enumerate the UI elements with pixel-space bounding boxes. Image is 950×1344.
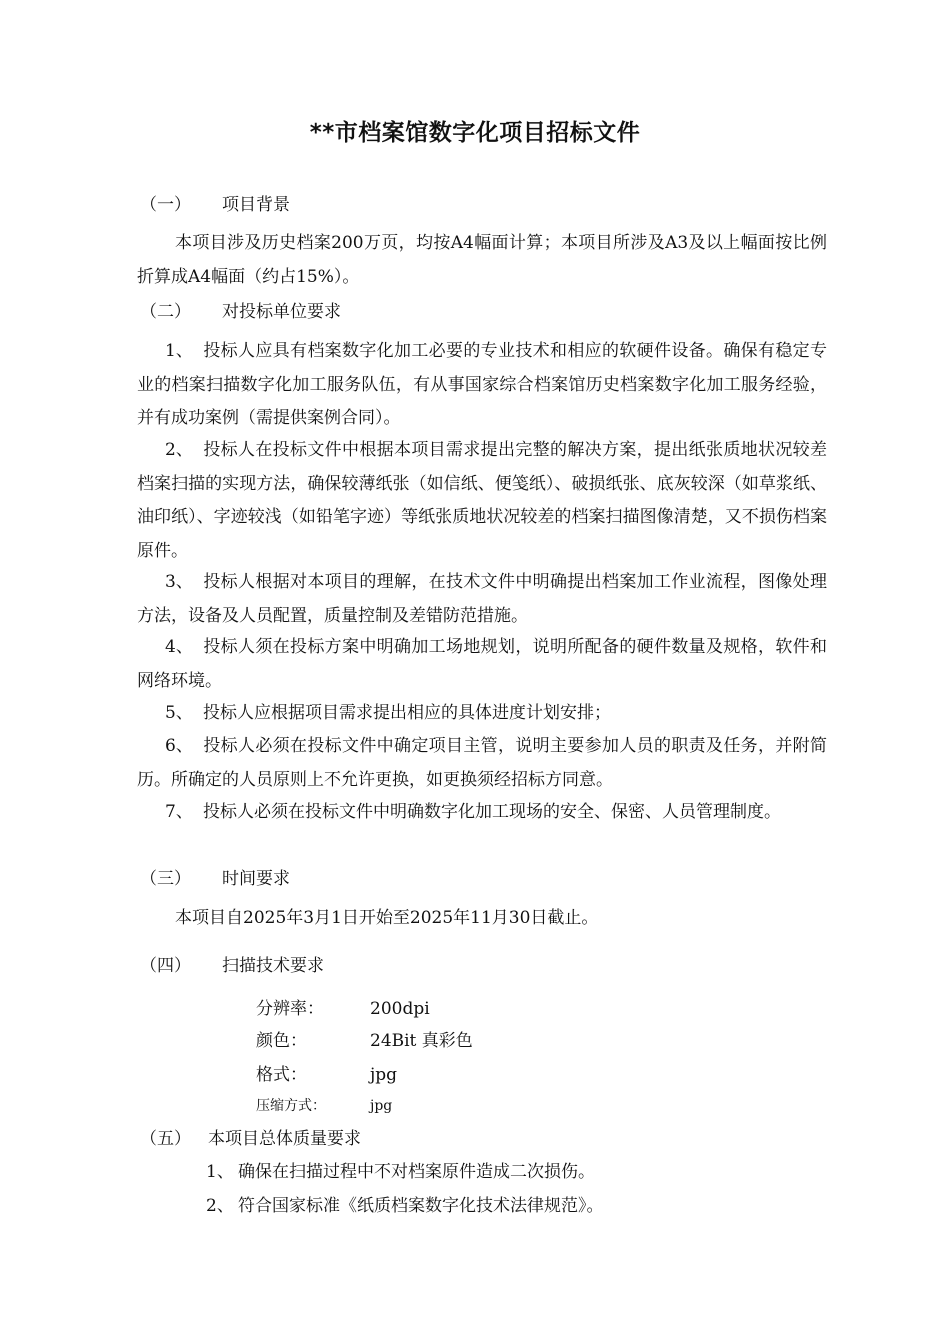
background-paragraph: 本项目涉及历史档案200万页，均按A4幅面计算；本项目所涉及A3及以上幅面按比例折算成A4幅面（约占15%）。 bbox=[137, 233, 827, 287]
item-text: 投标人必须在投标文件中确定项目主管，说明主要参加人员的职责及任务，并附简历。所确定的人员原则上不允许更换，如更换须经招标方同意。 bbox=[137, 736, 827, 790]
spec-row-compression bbox=[256, 1095, 392, 1115]
requirement-item-2 bbox=[137, 434, 827, 568]
spec-key: 压缩方式： bbox=[256, 1098, 326, 1114]
spec-value: jpg bbox=[370, 1065, 398, 1085]
item-text: 投标人应根据项目需求提出相应的具体进度计划安排； bbox=[203, 703, 611, 723]
spec-value: 200dpi bbox=[370, 999, 430, 1019]
section-heading-4 bbox=[140, 951, 324, 976]
item-text: 投标人应具有档案数字化加工必要的专业技术和相应的软硬件设备。确保有稳定专业的档案扫描数字化加工服务队伍，有从事国家综合档案馆历史档案数字化加工服务经验，并有成功案例（需提供案例合同）。 bbox=[137, 341, 827, 428]
item-number: 6、 bbox=[165, 736, 193, 756]
section-number: （四） bbox=[140, 956, 191, 976]
document-title: **市档案馆数字化项目招标文件 bbox=[309, 120, 641, 146]
section-heading-5 bbox=[140, 1124, 361, 1149]
section-title: 扫描技术要求 bbox=[222, 956, 324, 976]
item-number: 7、 bbox=[165, 802, 193, 822]
spec-row-format bbox=[256, 1060, 397, 1085]
section-title: 本项目总体质量要求 bbox=[208, 1129, 361, 1149]
section-title: 时间要求 bbox=[222, 869, 290, 889]
spec-value: jpg bbox=[370, 1098, 393, 1114]
item-number: 1、 bbox=[206, 1162, 234, 1182]
requirement-item-1 bbox=[137, 335, 827, 436]
requirement-item-4 bbox=[137, 631, 827, 698]
item-text: 投标人必须在投标文件中明确数字化加工现场的安全、保密、人员管理制度。 bbox=[203, 802, 781, 822]
requirement-item-3 bbox=[137, 566, 827, 633]
requirement-item-7 bbox=[137, 796, 827, 830]
item-text: 投标人须在投标方案中明确加工场地规划，说明所配备的硬件数量及规格，软件和网络环境。 bbox=[137, 637, 827, 691]
spec-key: 颜色： bbox=[256, 1031, 307, 1051]
time-paragraph: 本项目自2025年3月1日开始至2025年11月30日截止。 bbox=[175, 908, 599, 928]
item-number: 2、 bbox=[165, 440, 193, 460]
item-number: 3、 bbox=[165, 572, 193, 592]
item-text: 投标人在投标文件中根据本项目需求提出完整的解决方案，提出纸张质地状况较差档案扫描的实现方法，确保较薄纸张（如信纸、便笺纸）、破损纸张、底灰较深（如草浆纸、油印纸）、字迹较浅（如铅笔字迹）等纸张质地状况较差的档案扫描图像清楚，又不损伤档案原件。 bbox=[137, 440, 827, 561]
item-number: 5、 bbox=[165, 703, 193, 723]
requirement-item-6 bbox=[137, 730, 827, 797]
item-number: 1、 bbox=[165, 341, 193, 361]
item-number: 2、 bbox=[206, 1196, 234, 1216]
item-number: 4、 bbox=[165, 637, 193, 657]
section-number: （三） bbox=[140, 869, 191, 889]
spec-row-resolution bbox=[256, 994, 430, 1019]
section-number: （二） bbox=[140, 302, 191, 322]
spec-key: 格式： bbox=[256, 1065, 307, 1085]
section-number: （五） bbox=[140, 1129, 191, 1149]
quality-item-2 bbox=[206, 1191, 604, 1216]
section-title: 对投标单位要求 bbox=[222, 302, 341, 322]
requirement-item-5 bbox=[137, 697, 827, 731]
section-title: 项目背景 bbox=[222, 195, 290, 215]
spec-value: 24Bit 真彩色 bbox=[370, 1031, 473, 1051]
section-heading-1 bbox=[140, 190, 290, 215]
spec-row-color bbox=[256, 1026, 473, 1051]
section-heading-3 bbox=[140, 864, 290, 889]
spec-key: 分辨率： bbox=[256, 999, 324, 1019]
item-text: 符合国家标准《纸质档案数字化技术法律规范》。 bbox=[238, 1196, 604, 1216]
quality-item-1 bbox=[206, 1157, 595, 1182]
section-heading-2 bbox=[140, 297, 341, 322]
item-text: 投标人根据对本项目的理解，在技术文件中明确提出档案加工作业流程，图像处理方法，设备及人员配置，质量控制及差错防范措施。 bbox=[137, 572, 827, 626]
item-text: 确保在扫描过程中不对档案原件造成二次损伤。 bbox=[238, 1162, 595, 1182]
section-number: （一） bbox=[140, 195, 191, 215]
